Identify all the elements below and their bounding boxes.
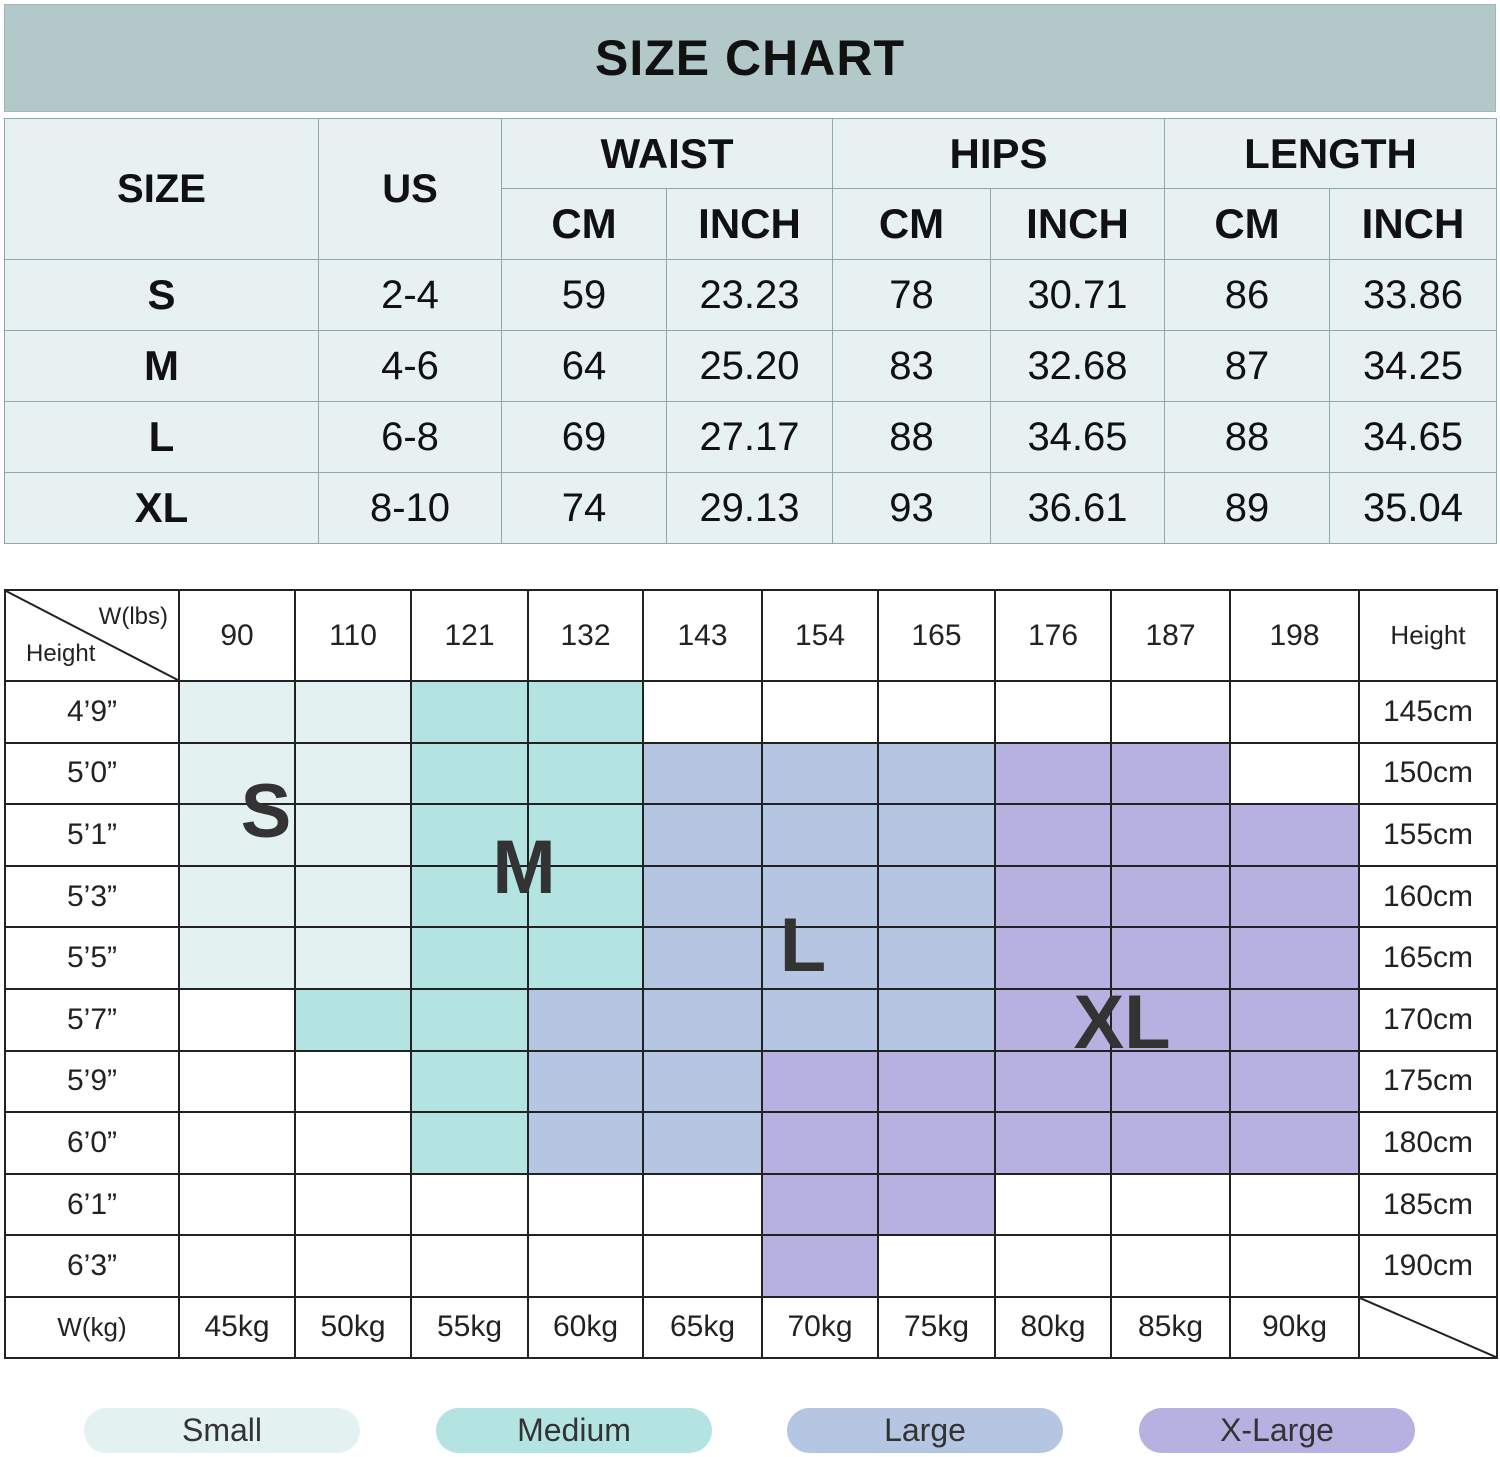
size-zone-cell	[643, 1051, 762, 1113]
weight-kg-cell: 80kg	[995, 1297, 1111, 1358]
measurement-cell: 25.20	[667, 331, 833, 402]
height-cm-header: Height	[1359, 590, 1497, 681]
size-zone-cell	[295, 1174, 411, 1236]
size-zone-cell	[762, 1051, 878, 1113]
weight-kg-cell: 60kg	[528, 1297, 643, 1358]
weight-lbs-cell: 154	[762, 590, 878, 681]
weight-lbs-cell: 121	[411, 590, 528, 681]
height-ft-cell: 5’3”	[5, 866, 179, 928]
size-zone-cell	[528, 1112, 643, 1174]
zone-label-medium: M	[492, 825, 556, 910]
weight-header-row	[5, 590, 1497, 681]
measurement-cell: 74	[502, 473, 667, 544]
measurement-cell: 33.86	[1330, 260, 1497, 331]
size-zone-cell	[411, 1112, 528, 1174]
size-zone-cell	[643, 989, 762, 1051]
size-row	[5, 260, 1497, 331]
measurement-cell: 34.65	[991, 402, 1165, 473]
measurement-cell: 35.04	[1330, 473, 1497, 544]
measurement-cell: 6-8	[319, 402, 502, 473]
height-row	[5, 1174, 1497, 1236]
size-zone-cell	[762, 1174, 878, 1236]
measurement-cell: 64	[502, 331, 667, 402]
height-ft-cell: 5’1”	[5, 804, 179, 866]
waist-cm-header: CM	[502, 189, 667, 260]
measurement-cell: 88	[1165, 402, 1330, 473]
legend-xlarge	[1139, 1408, 1415, 1453]
size-zone-cell	[179, 927, 295, 989]
weight-kg-cell: 70kg	[762, 1297, 878, 1358]
weight-kg-cell: 50kg	[295, 1297, 411, 1358]
size-zone-cell	[295, 804, 411, 866]
height-cm-cell: 180cm	[1359, 1112, 1497, 1174]
size-header: SIZE	[5, 119, 319, 260]
size-zone-cell	[411, 989, 528, 1051]
size-zone-cell	[411, 927, 528, 989]
size-zone-cell	[1230, 681, 1359, 743]
size-zone-cell	[411, 681, 528, 743]
size-zone-cell	[762, 1112, 878, 1174]
height-ft-cell: 5’7”	[5, 989, 179, 1051]
measurement-cell: 88	[833, 402, 991, 473]
height-row	[5, 743, 1497, 805]
size-zone-cell	[1111, 681, 1230, 743]
height-row	[5, 866, 1497, 928]
size-zone-cell	[1111, 804, 1230, 866]
measurement-cell: 86	[1165, 260, 1330, 331]
corner-cell	[5, 590, 179, 681]
size-zone-cell	[528, 681, 643, 743]
size-zone-cell	[528, 989, 643, 1051]
size-zone-cell	[411, 1235, 528, 1297]
size-zone-cell	[878, 866, 995, 928]
weight-lbs-cell: 198	[1230, 590, 1359, 681]
us-header: US	[319, 119, 502, 260]
measurement-cell: 34.65	[1330, 402, 1497, 473]
height-row	[5, 1235, 1497, 1297]
size-zone-cell	[643, 866, 762, 928]
height-row	[5, 989, 1497, 1051]
weight-kg-cell: 65kg	[643, 1297, 762, 1358]
size-zone-cell	[1230, 1174, 1359, 1236]
weight-lbs-cell: 187	[1111, 590, 1230, 681]
size-zone-cell	[295, 1112, 411, 1174]
size-zone-cell	[1111, 1112, 1230, 1174]
size-zone-cell	[995, 1235, 1111, 1297]
size-zone-cell	[411, 1051, 528, 1113]
size-zone-cell	[528, 1235, 643, 1297]
weight-kg-cell: 75kg	[878, 1297, 995, 1358]
size-cell: M	[5, 331, 319, 402]
size-zone-cell	[995, 866, 1111, 928]
page-title: SIZE CHART	[4, 4, 1496, 112]
height-cm-cell: 190cm	[1359, 1235, 1497, 1297]
size-cell: XL	[5, 473, 319, 544]
size-zone-cell	[878, 1174, 995, 1236]
zone-label-large: L	[779, 903, 827, 988]
size-row	[5, 331, 1497, 402]
size-zone-cell	[643, 743, 762, 805]
size-zone-cell	[1230, 804, 1359, 866]
height-cm-cell: 145cm	[1359, 681, 1497, 743]
height-ft-cell: 5’0”	[5, 743, 179, 805]
hips-cm-header: CM	[833, 189, 991, 260]
size-zone-cell	[762, 743, 878, 805]
size-zone-cell	[179, 866, 295, 928]
height-cm-cell: 165cm	[1359, 927, 1497, 989]
size-zone-cell	[1230, 1112, 1359, 1174]
size-zone-cell	[179, 681, 295, 743]
size-zone-cell	[179, 1112, 295, 1174]
size-zone-cell	[179, 1174, 295, 1236]
size-zone-cell	[643, 1174, 762, 1236]
height-ft-cell: 6’0”	[5, 1112, 179, 1174]
legend-medium	[436, 1408, 712, 1453]
size-zone-cell	[1230, 1051, 1359, 1113]
legend-small-label: Small	[181, 1412, 262, 1448]
height-ft-cell: 4’9”	[5, 681, 179, 743]
legend-medium-label: Medium	[517, 1412, 631, 1448]
measurement-cell: 30.71	[991, 260, 1165, 331]
weight-kg-cell: 45kg	[179, 1297, 295, 1358]
height-cm-cell: 150cm	[1359, 743, 1497, 805]
measurement-cell: 27.17	[667, 402, 833, 473]
size-zone-cell	[295, 927, 411, 989]
height-row	[5, 804, 1497, 866]
size-zone-cell	[762, 1235, 878, 1297]
size-zone-cell	[295, 1051, 411, 1113]
measurement-cell: 2-4	[319, 260, 502, 331]
measurement-cell: 87	[1165, 331, 1330, 402]
size-zone-cell	[1111, 743, 1230, 805]
size-zone-cell	[1230, 989, 1359, 1051]
size-zone-cell	[995, 681, 1111, 743]
waist-header: WAIST	[502, 119, 833, 189]
size-row	[5, 473, 1497, 544]
size-zone-cell	[1230, 1235, 1359, 1297]
measurement-cell: 89	[1165, 473, 1330, 544]
weight-lbs-cell: 132	[528, 590, 643, 681]
size-cell: L	[5, 402, 319, 473]
length-header: LENGTH	[1165, 119, 1497, 189]
weight-lbs-cell: 165	[878, 590, 995, 681]
measurement-table	[4, 118, 1497, 544]
height-cm-cell: 170cm	[1359, 989, 1497, 1051]
height-cm-cell: 185cm	[1359, 1174, 1497, 1236]
height-cm-cell: 155cm	[1359, 804, 1497, 866]
size-zone-cell	[762, 681, 878, 743]
zone-label-small: S	[240, 769, 292, 854]
legend-xlarge-label: X-Large	[1220, 1412, 1334, 1448]
corner-cell-end	[1359, 1297, 1497, 1358]
height-ft-cell: 5’5”	[5, 927, 179, 989]
weight-lbs-cell: 143	[643, 590, 762, 681]
height-ft-cell: 5’9”	[5, 1051, 179, 1113]
size-zone-cell	[411, 1174, 528, 1236]
height-weight-grid	[4, 589, 1498, 1359]
measurement-cell: 8-10	[319, 473, 502, 544]
size-zone-cell	[1230, 743, 1359, 805]
height-ft-cell: 6’3”	[5, 1235, 179, 1297]
height-cm-cell: 175cm	[1359, 1051, 1497, 1113]
measurement-cell: 78	[833, 260, 991, 331]
size-zone-cell	[179, 1051, 295, 1113]
size-zone-cell	[1230, 927, 1359, 989]
size-zone-cell	[878, 927, 995, 989]
size-zone-cell	[643, 1112, 762, 1174]
weight-kg-label: W(kg)	[5, 1297, 179, 1358]
weight-kg-cell: 85kg	[1111, 1297, 1230, 1358]
size-zone-cell	[995, 743, 1111, 805]
height-label: Height	[26, 640, 96, 668]
measurement-cell: 23.23	[667, 260, 833, 331]
size-zone-cell	[179, 1235, 295, 1297]
size-zone-cell	[528, 1174, 643, 1236]
size-zone-cell	[762, 989, 878, 1051]
legend-large	[787, 1408, 1063, 1453]
diagonal-divider	[1360, 1298, 1496, 1357]
size-zone-cell	[995, 804, 1111, 866]
length-cm-header: CM	[1165, 189, 1330, 260]
size-zone-cell	[643, 1235, 762, 1297]
size-zone-cell	[878, 1051, 995, 1113]
measurement-cell: 36.61	[991, 473, 1165, 544]
size-zone-cell	[878, 743, 995, 805]
size-zone-cell	[995, 1174, 1111, 1236]
length-inch-header: INCH	[1330, 189, 1497, 260]
height-ft-cell: 6’1”	[5, 1174, 179, 1236]
size-zone-cell	[878, 989, 995, 1051]
measurement-cell: 59	[502, 260, 667, 331]
weight-kg-cell: 90kg	[1230, 1297, 1359, 1358]
size-zone-cell	[295, 1235, 411, 1297]
size-zone-cell	[1230, 866, 1359, 928]
height-row	[5, 681, 1497, 743]
size-zone-cell	[528, 927, 643, 989]
measurement-cell: 29.13	[667, 473, 833, 544]
legend-small	[84, 1408, 360, 1453]
size-zone-cell	[1111, 866, 1230, 928]
measurement-cell: 83	[833, 331, 991, 402]
size-zone-cell	[643, 927, 762, 989]
size-zone-cell	[878, 1112, 995, 1174]
legend-large-label: Large	[884, 1412, 966, 1448]
size-zone-cell	[1111, 1235, 1230, 1297]
weight-kg-row	[5, 1297, 1497, 1358]
size-row	[5, 402, 1497, 473]
height-row	[5, 927, 1497, 989]
measurement-cell: 69	[502, 402, 667, 473]
size-zone-cell	[295, 743, 411, 805]
size-zone-cell	[878, 681, 995, 743]
size-zone-cell	[878, 1235, 995, 1297]
height-row	[5, 1051, 1497, 1113]
waist-inch-header: INCH	[667, 189, 833, 260]
measurement-cell: 4-6	[319, 331, 502, 402]
size-zone-cell	[295, 866, 411, 928]
measurement-cell: 34.25	[1330, 331, 1497, 402]
size-zone-cell	[643, 681, 762, 743]
weight-kg-cell: 55kg	[411, 1297, 528, 1358]
measurement-cell: 32.68	[991, 331, 1165, 402]
size-zone-cell	[179, 989, 295, 1051]
hips-inch-header: INCH	[991, 189, 1165, 260]
size-zone-cell	[528, 743, 643, 805]
height-row	[5, 1112, 1497, 1174]
weight-lbs-cell: 110	[295, 590, 411, 681]
height-cm-cell: 160cm	[1359, 866, 1497, 928]
size-zone-cell	[528, 1051, 643, 1113]
size-zone-cell	[878, 804, 995, 866]
size-zone-cell	[762, 804, 878, 866]
hips-header: HIPS	[833, 119, 1165, 189]
size-zone-cell	[995, 1112, 1111, 1174]
size-zone-cell	[411, 743, 528, 805]
size-zone-cell	[1111, 1174, 1230, 1236]
measurement-cell: 93	[833, 473, 991, 544]
weight-lbs-label: W(lbs)	[98, 603, 168, 630]
zone-label-xlarge: XL	[1073, 980, 1171, 1065]
size-zone-cell	[643, 804, 762, 866]
size-zone-cell	[295, 681, 411, 743]
weight-lbs-cell: 176	[995, 590, 1111, 681]
weight-lbs-cell: 90	[179, 590, 295, 681]
size-cell: S	[5, 260, 319, 331]
size-zone-cell	[295, 989, 411, 1051]
